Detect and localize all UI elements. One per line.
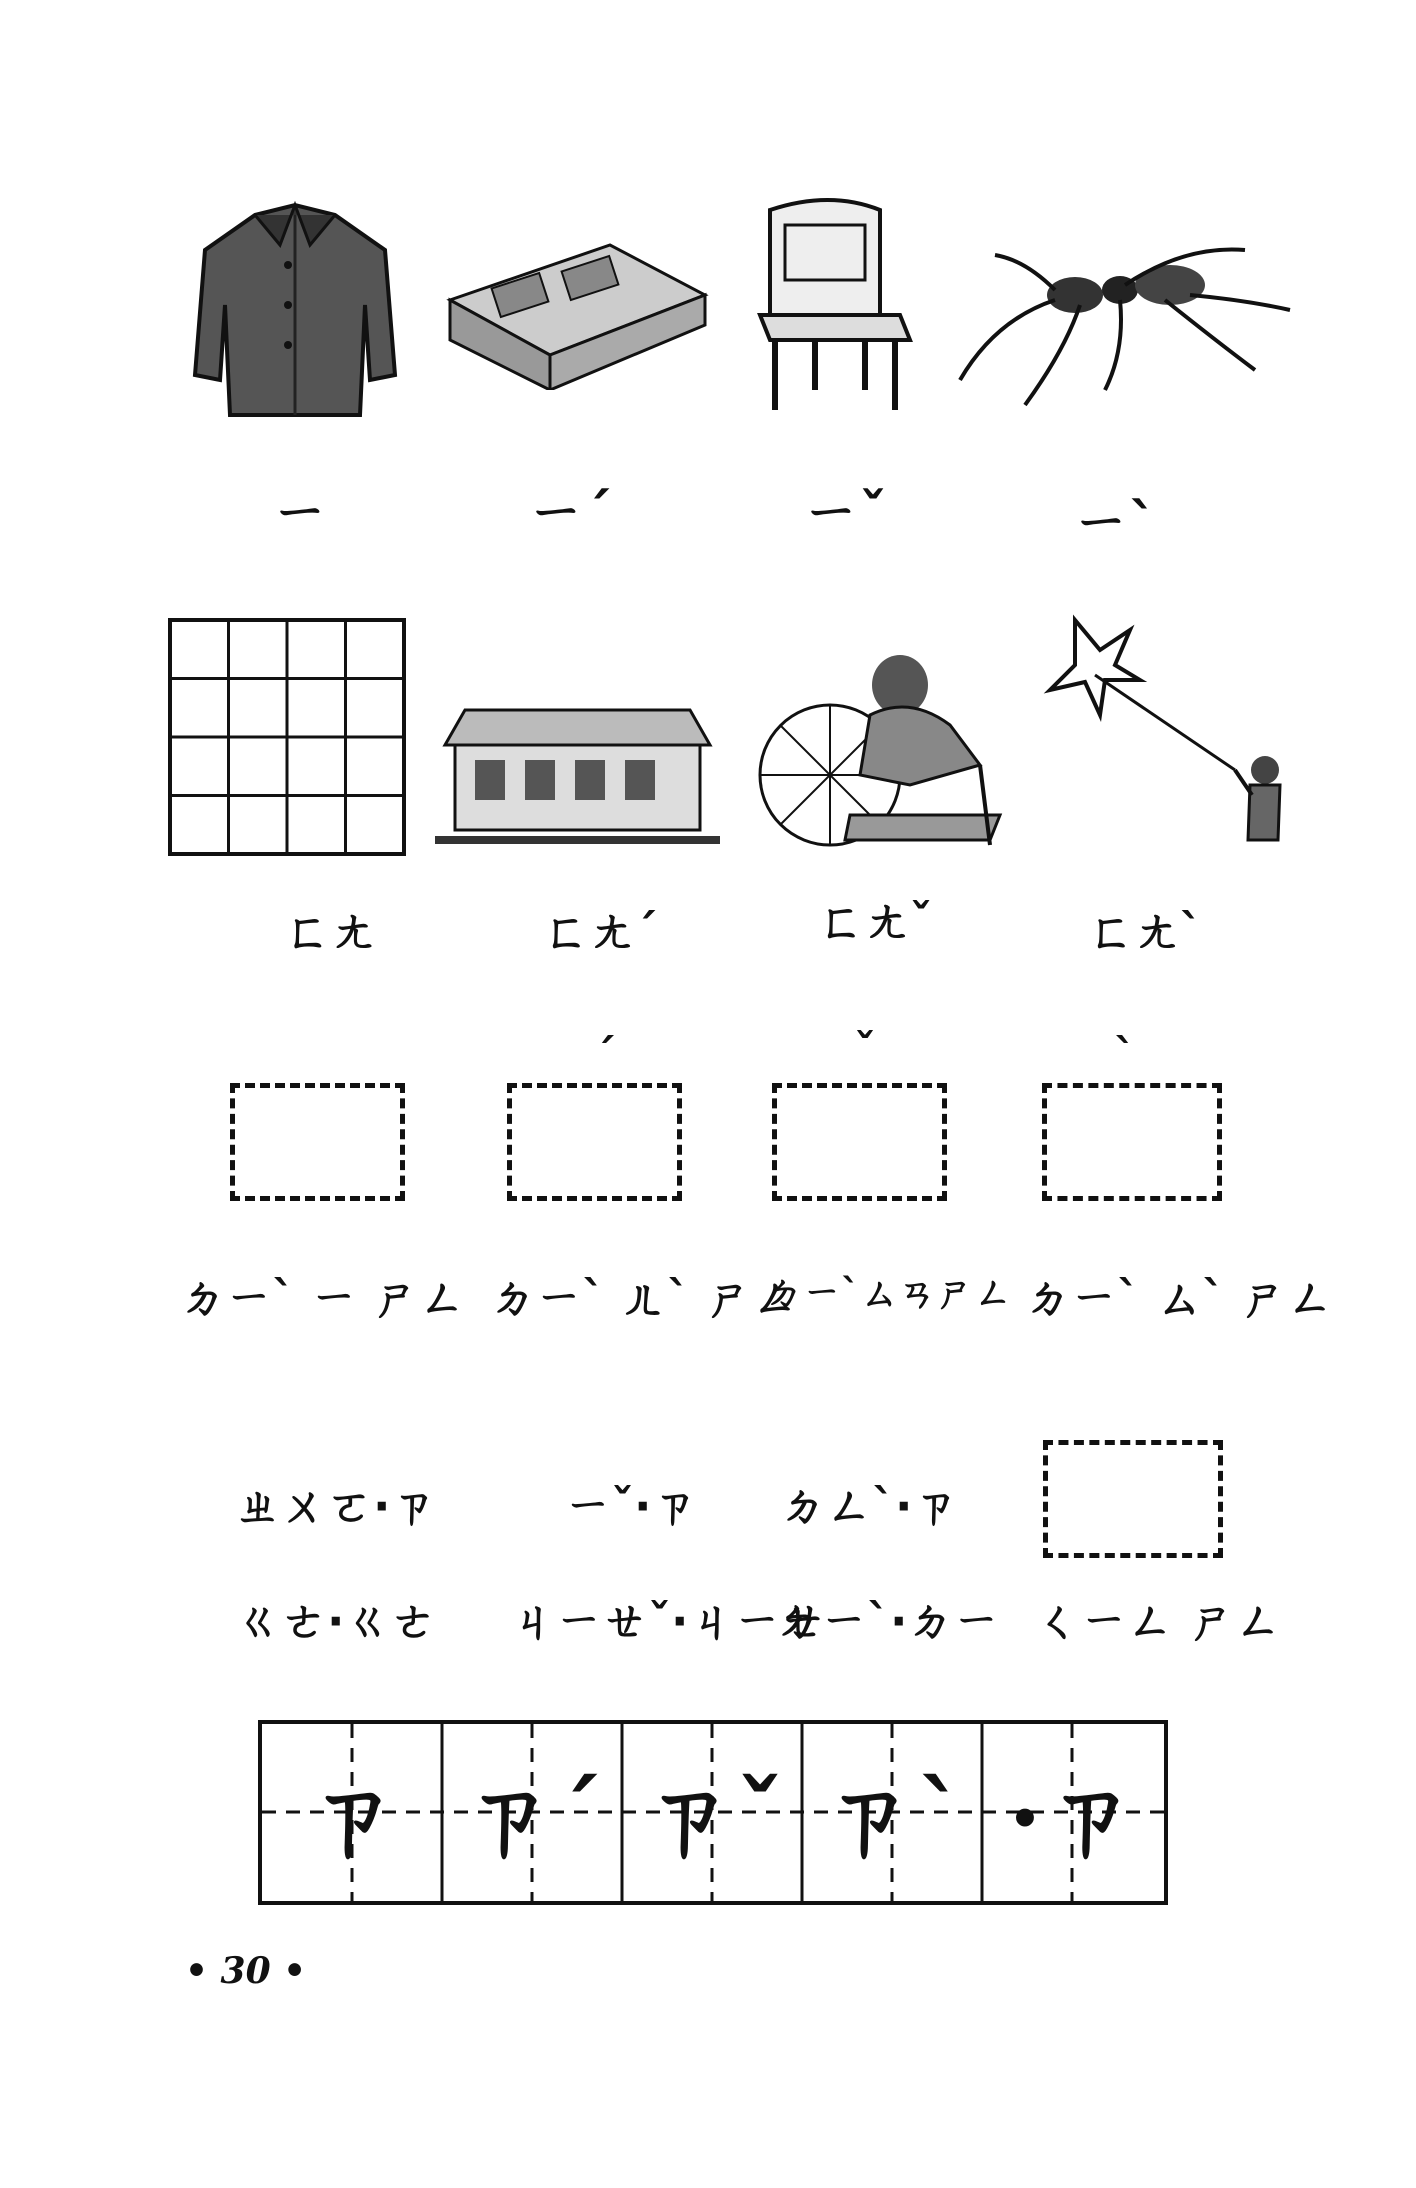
tone-box-1 bbox=[230, 1083, 405, 1201]
practice-grid bbox=[258, 1720, 1168, 1905]
label-fourth-tone: ㄉㄧˋ ㄙˋ ㄕㄥ bbox=[1025, 1271, 1334, 1325]
spinning-picture bbox=[750, 645, 1020, 855]
label-yi-1: ㄧ bbox=[272, 482, 328, 547]
page-number: • 30 • bbox=[185, 1950, 307, 1992]
chair-picture bbox=[755, 190, 915, 420]
label-fang-2: ㄈㄤˊ bbox=[542, 904, 658, 958]
label-fang-3: ㄈㄤˇ bbox=[817, 894, 933, 948]
label-yi-3: ㄧˇ bbox=[803, 482, 887, 547]
practice-cell-4 bbox=[802, 1724, 982, 1901]
word-jiejie: ㄐㄧㄝˇ·ㄐㄧㄝ bbox=[510, 1594, 827, 1648]
label-neutral-tone: ㄑㄧㄥ ㄕㄥ bbox=[1035, 1594, 1282, 1648]
label-yi-2: ㄧˊ bbox=[528, 482, 612, 547]
label-fang-4: ㄈㄤˋ bbox=[1087, 904, 1203, 958]
practice-cell-5 bbox=[982, 1724, 1164, 1901]
word-didi: ㄉㄧˋ·ㄉㄧ bbox=[775, 1594, 1000, 1648]
label-first-tone: ㄉㄧˋ ㄧ ㄕㄥ bbox=[180, 1271, 466, 1325]
square-grid-picture bbox=[168, 618, 406, 856]
label-yi-4: ㄧˋ bbox=[1073, 492, 1157, 557]
word-yizi: ㄧˇ·ㄗ bbox=[565, 1479, 698, 1533]
practice-glyph-4: ㄗˋ bbox=[820, 1761, 964, 1874]
practice-glyph-1: ㄗ bbox=[304, 1761, 400, 1874]
tone-mark-2: ˊ bbox=[594, 1030, 616, 1081]
tone-mark-3: ˇ bbox=[854, 1025, 876, 1076]
tone-box-4 bbox=[1042, 1083, 1222, 1201]
ant-picture bbox=[955, 240, 1295, 410]
practice-glyph-5: ·ㄗ bbox=[1008, 1761, 1138, 1874]
label-third-tone: ㄉㄧˋㄙㄢㄕㄥ bbox=[765, 1271, 1013, 1315]
practice-glyph-2: ㄗˊ bbox=[460, 1761, 604, 1874]
soap-picture bbox=[440, 225, 720, 390]
practice-glyph-3: ㄗˇ bbox=[640, 1761, 784, 1874]
tone-box-2 bbox=[507, 1083, 682, 1201]
word-gege: ㄍㄜ·ㄍㄜ bbox=[235, 1594, 437, 1648]
house-picture bbox=[435, 700, 720, 850]
jacket-picture bbox=[185, 195, 405, 425]
kite-picture bbox=[1020, 610, 1290, 860]
practice-cell-2 bbox=[442, 1724, 622, 1901]
label-second-tone: ㄉㄧˋ ㄦˋ ㄕㄥ bbox=[490, 1271, 799, 1325]
practice-cell-3 bbox=[622, 1724, 802, 1901]
word-dengzi: ㄉㄥˋ·ㄗ bbox=[780, 1479, 959, 1533]
blank-box bbox=[1043, 1440, 1223, 1558]
tone-mark-4: ˋ bbox=[1114, 1030, 1136, 1081]
practice-cell-1 bbox=[262, 1724, 442, 1901]
word-zhuozi: ㄓㄨㄛ·ㄗ bbox=[235, 1479, 437, 1533]
tone-box-3 bbox=[772, 1083, 947, 1201]
label-fang-1: ㄈㄤ bbox=[284, 904, 376, 958]
